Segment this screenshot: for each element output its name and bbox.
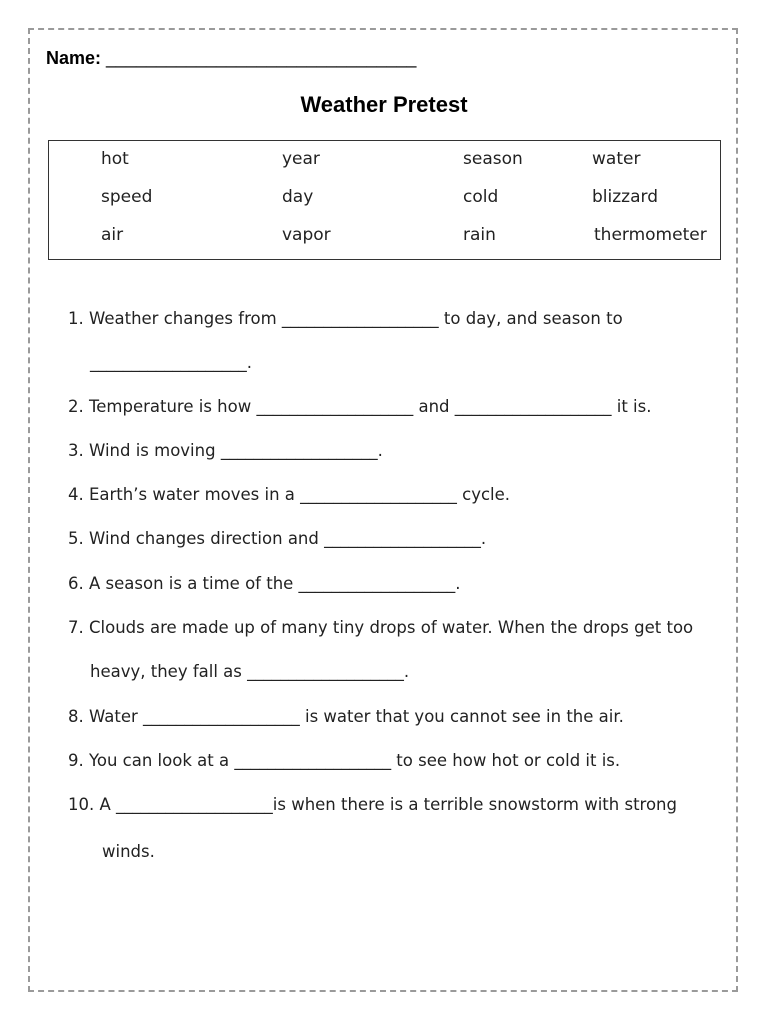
question-1-continued: ___________________. — [90, 353, 252, 372]
word-bank-item: blizzard — [592, 187, 658, 207]
word-bank-item: year — [282, 149, 320, 169]
name-label: Name: — [46, 48, 102, 68]
question-7: 7. Clouds are made up of many tiny drops of water. When the drops get too — [68, 618, 694, 637]
word-bank-item: rain — [463, 225, 496, 245]
word-bank-item: speed — [101, 187, 153, 207]
question-9: 9. You can look at a ___________________ to see how hot or cold it is. — [68, 751, 621, 770]
question-2: 2. Temperature is how ___________________ and ___________________ it is. — [68, 397, 652, 416]
word-bank-item: day — [282, 187, 314, 207]
word-bank-item: hot — [101, 149, 129, 169]
question-3: 3. Wind is moving ___________________. — [68, 441, 383, 460]
word-bank-item: thermometer — [594, 225, 707, 245]
word-bank-item: cold — [463, 187, 499, 207]
page-title: Weather Pretest — [300, 92, 468, 117]
question-4: 4. Earth’s water moves in a ___________________ cycle. — [68, 485, 511, 504]
word-bank-item: vapor — [282, 225, 331, 245]
word-bank-item: water — [592, 149, 641, 169]
question-7-continued: heavy, they fall as ___________________. — [90, 662, 410, 681]
name-field[interactable] — [46, 48, 416, 69]
name-blank[interactable]: _______________________________ — [106, 48, 417, 68]
question-6: 6. A season is a time of the ___________________. — [68, 574, 461, 593]
question-5: 5. Wind changes direction and ___________________. — [68, 529, 487, 548]
question-1: 1. Weather changes from ___________________ to day, and season to — [68, 309, 623, 328]
word-bank-item: season — [463, 149, 523, 169]
question-10-continued: winds. — [102, 842, 155, 861]
word-bank-item: air — [101, 225, 124, 245]
question-8: 8. Water ___________________ is water that you cannot see in the air. — [68, 707, 624, 726]
question-10: 10. A ___________________is when there is a terrible snowstorm with strong — [68, 795, 677, 814]
word-bank — [48, 140, 721, 260]
